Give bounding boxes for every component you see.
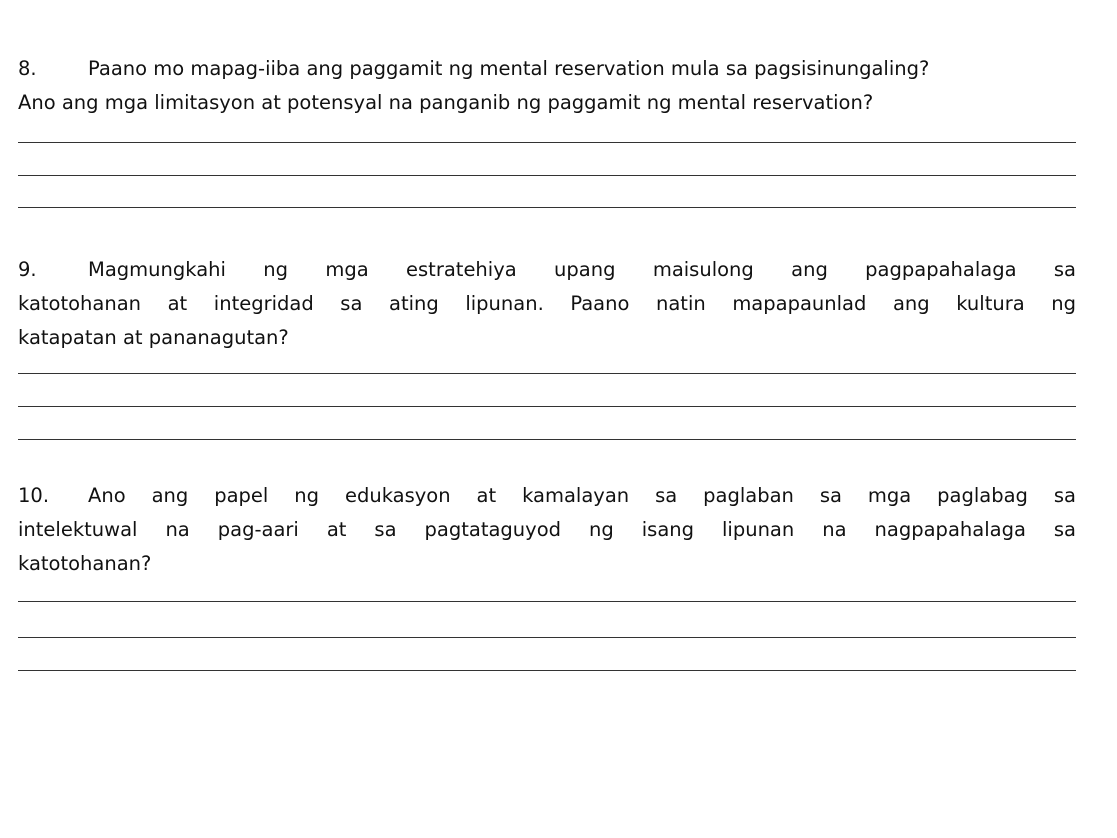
question-9-number: 9. [18,258,37,281]
answer-line-8-1[interactable] [18,142,1076,143]
question-10-text-1: Ano ang papel ng edukasyon at kamalayan sa paglaban sa mga paglabag sa [88,484,1076,507]
answer-line-10-3[interactable] [18,670,1076,671]
question-10-number: 10. [18,484,50,507]
question-9-line-1 [18,253,1076,287]
question-8 [18,52,1076,120]
answer-line-9-3[interactable] [18,439,1076,440]
question-8-line-1 [18,52,1076,86]
answer-line-8-2[interactable] [18,175,1076,176]
question-9-text-1: Magmungkahi ng mga estratehiya upang maisulong ang pagpapahalaga sa [88,258,1076,281]
question-9-line-2: katotohanan at integridad sa ating lipunan. Paano natin mapapaunlad ang kultura ng [18,292,1076,315]
answer-line-10-2[interactable] [18,637,1076,638]
question-10-line-2: intelektuwal na pag-aari at sa pagtataguyod ng isang lipunan na nagpapahalaga sa [18,518,1076,541]
answer-line-9-1[interactable] [18,373,1076,374]
question-8-number: 8. [18,57,37,80]
question-9-line-3: katapatan at pananagutan? [18,326,289,349]
question-8-text-1: Paano mo mapag-iiba ang paggamit ng mental reservation mula sa pagsisinungaling? [88,57,930,80]
answer-line-10-1[interactable] [18,601,1076,602]
question-10-line-3: katotohanan? [18,552,152,575]
question-9 [18,253,1076,355]
question-8-line-2: Ano ang mga limitasyon at potensyal na panganib ng paggamit ng mental reservation? [18,91,874,114]
answer-line-8-3[interactable] [18,207,1076,208]
answer-line-9-2[interactable] [18,406,1076,407]
question-10 [18,479,1076,581]
question-10-line-1 [18,479,1076,513]
